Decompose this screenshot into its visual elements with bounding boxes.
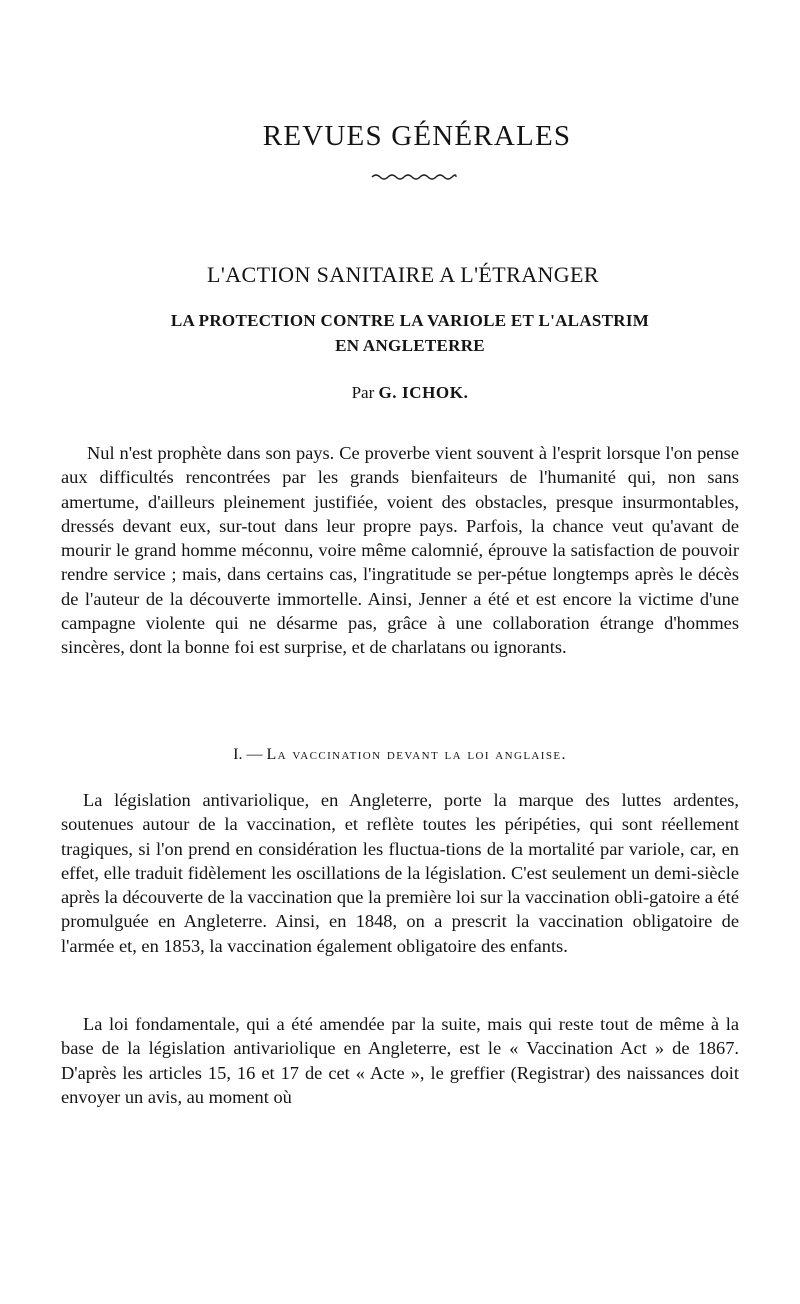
ornament-divider (370, 172, 458, 182)
section-heading-number: I. — (233, 746, 263, 763)
article-subtitle-line1: LA PROTECTION CONTRE LA VARIOLE ET L'ALASTRIM (170, 311, 650, 330)
article-subtitle-line2: EN ANGLETERRE (335, 336, 485, 355)
legislation-paragraph: La législation antivariolique, en Angleterre, porte la marque des luttes ardentes, soutenues autour de la vaccination, et reflète toutes les péripéties, qui sont réellement tragiques, si l'on prend en considération les fluctua-tions de la mortalité par variole, car, en effet, elle traduit fidèlement les oscillations de la législation. C'est seulement un demi-siècle après la découverte de la vaccination que la première loi sur la vaccination obli-gatoire a été promulguée en Angleterre. Ainsi, en 1848, on a prescrit la vaccination obligatoire de l'armée et, en 1853, la vaccination également obligatoire des enfants. (61, 790, 739, 956)
byline (0, 383, 800, 403)
byline-prefix: Par (351, 383, 375, 402)
article-title: L'ACTION SANITAIRE A L'ÉTRANGER (207, 262, 599, 287)
fundamental-law-paragraph: La loi fondamentale, qui a été amendée par la suite, mais qui reste tout de même à la base de la législation antivariolique en Angleterre, est le « Vaccination Act » de 1867. D'après les articles 15, 16 et 17 de cet « Acte », le greffier (Registrar) des naissances doit envoyer un avis, au moment où (61, 1014, 739, 1107)
section-heading-text: La vaccination devant la loi anglaise. (266, 746, 567, 763)
author-name: G. ICHOK. (378, 383, 469, 402)
section-heading (0, 746, 800, 764)
section-title: REVUES GÉNÉRALES (262, 120, 572, 152)
intro-paragraph: Nul n'est prophète dans son pays. Ce proverbe vient souvent à l'esprit lorsque l'on pense aux difficultés rencontrées par les grands bienfaiteurs de l'humanité qui, non sans amertume, d'ailleurs pleinement justifiée, voient des obstacles, presque insurmontables, dressés devant eux, sur-tout dans leur propre pays. Parfois, la chance veut qu'avant de mourir le grand homme méconnu, voire même calomnié, éprouve la satisfaction de pouvoir rendre service ; mais, dans certains cas, l'ingratitude se per-pétue longtemps après le décès de l'auteur de la découverte immortelle. Ainsi, Jenner a été et est encore la victime d'une campagne violente qui ne désarme pas, grâce à une collaboration étrange d'hommes sincères, dont la bonne foi est surprise, et de charlatans ou ignorants. (61, 443, 739, 658)
